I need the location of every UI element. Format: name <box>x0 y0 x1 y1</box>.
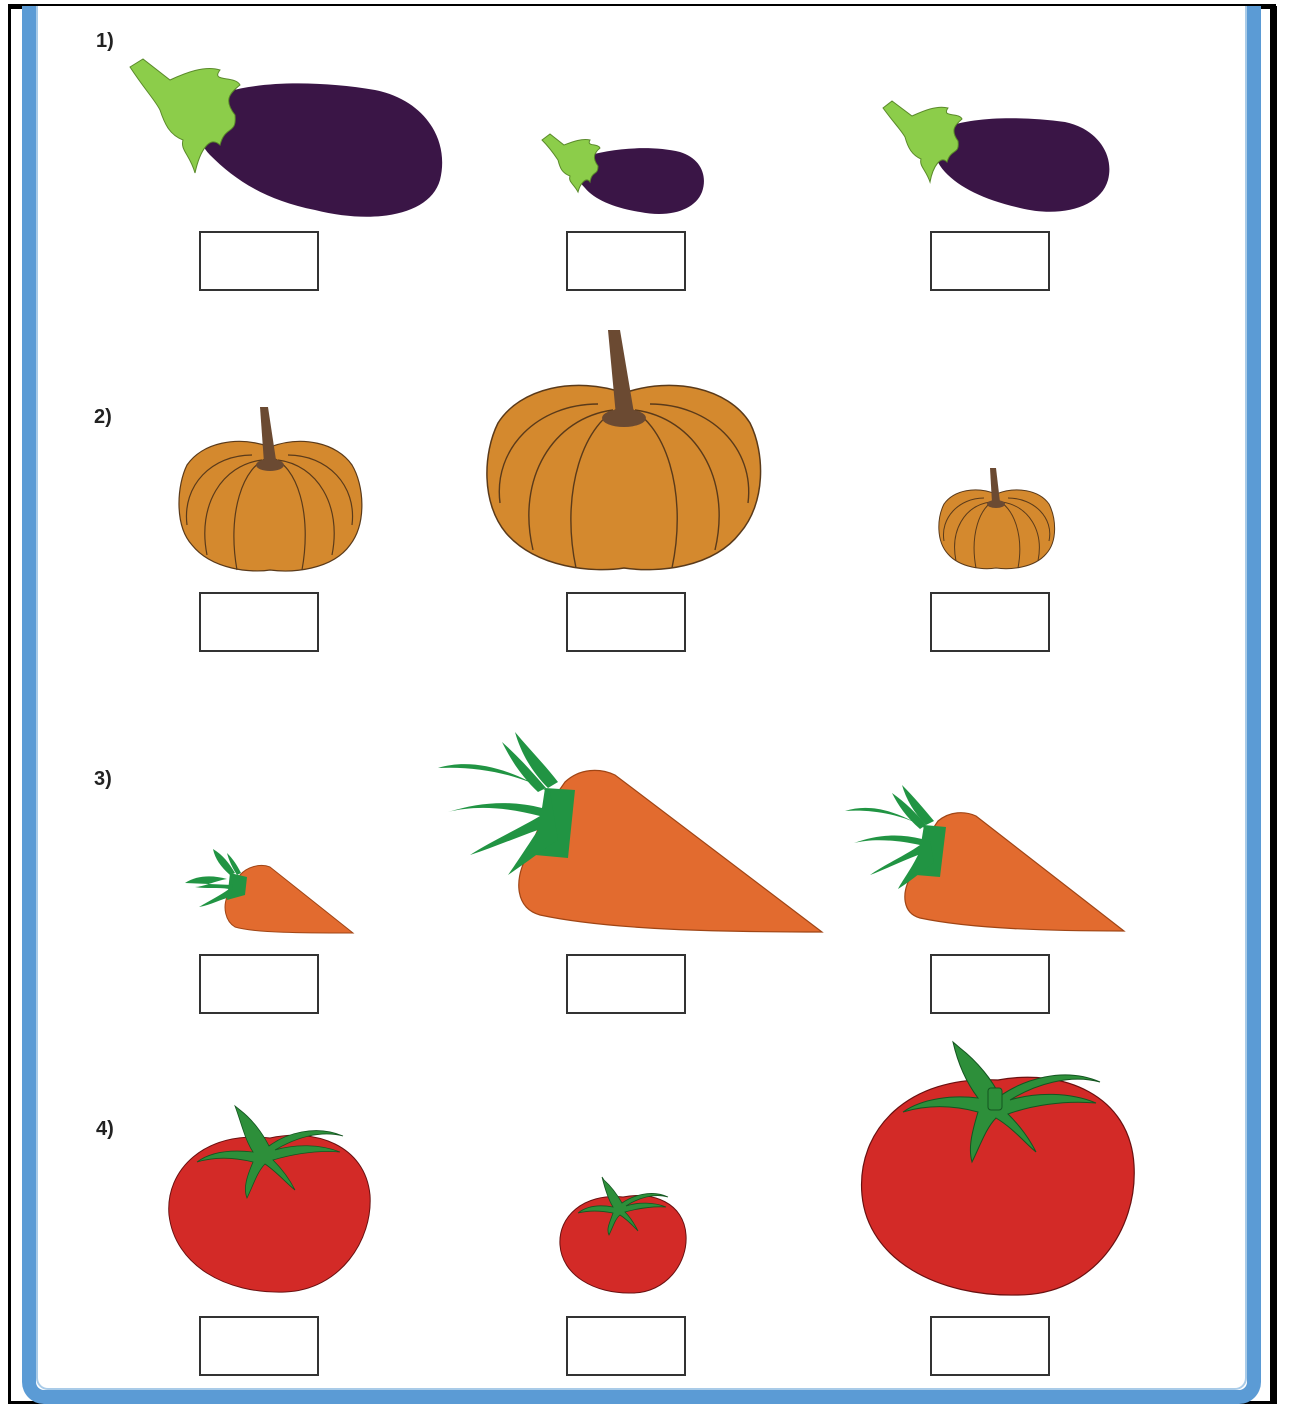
answer-box[interactable] <box>566 954 686 1014</box>
answer-box[interactable] <box>566 1316 686 1376</box>
pumpkin-icon <box>172 405 367 575</box>
eggplant-icon <box>540 130 710 220</box>
answer-box[interactable] <box>930 954 1050 1014</box>
answer-box[interactable] <box>566 231 686 291</box>
answer-box[interactable] <box>930 231 1050 291</box>
carrot-icon <box>430 730 825 936</box>
tomato-icon <box>858 1040 1138 1298</box>
answer-box[interactable] <box>930 592 1050 652</box>
question-number-4: 4) <box>96 1118 114 1140</box>
tomato-icon <box>165 1100 375 1295</box>
tomato-icon <box>558 1175 688 1295</box>
answer-box[interactable] <box>199 592 319 652</box>
answer-box[interactable] <box>199 1316 319 1376</box>
question-number-3: 3) <box>94 768 112 790</box>
question-number-2: 2) <box>94 406 112 428</box>
answer-box[interactable] <box>199 231 319 291</box>
question-number-1: 1) <box>96 30 114 52</box>
carrot-icon <box>185 845 355 937</box>
carrot-icon <box>840 783 1128 935</box>
pumpkin-icon <box>934 466 1059 571</box>
answer-box[interactable] <box>566 592 686 652</box>
eggplant-icon <box>125 55 450 220</box>
answer-box[interactable] <box>930 1316 1050 1376</box>
frame-right-edge <box>1270 6 1276 1404</box>
answer-box[interactable] <box>199 954 319 1014</box>
pumpkin-icon <box>478 328 770 576</box>
eggplant-icon <box>880 98 1115 218</box>
